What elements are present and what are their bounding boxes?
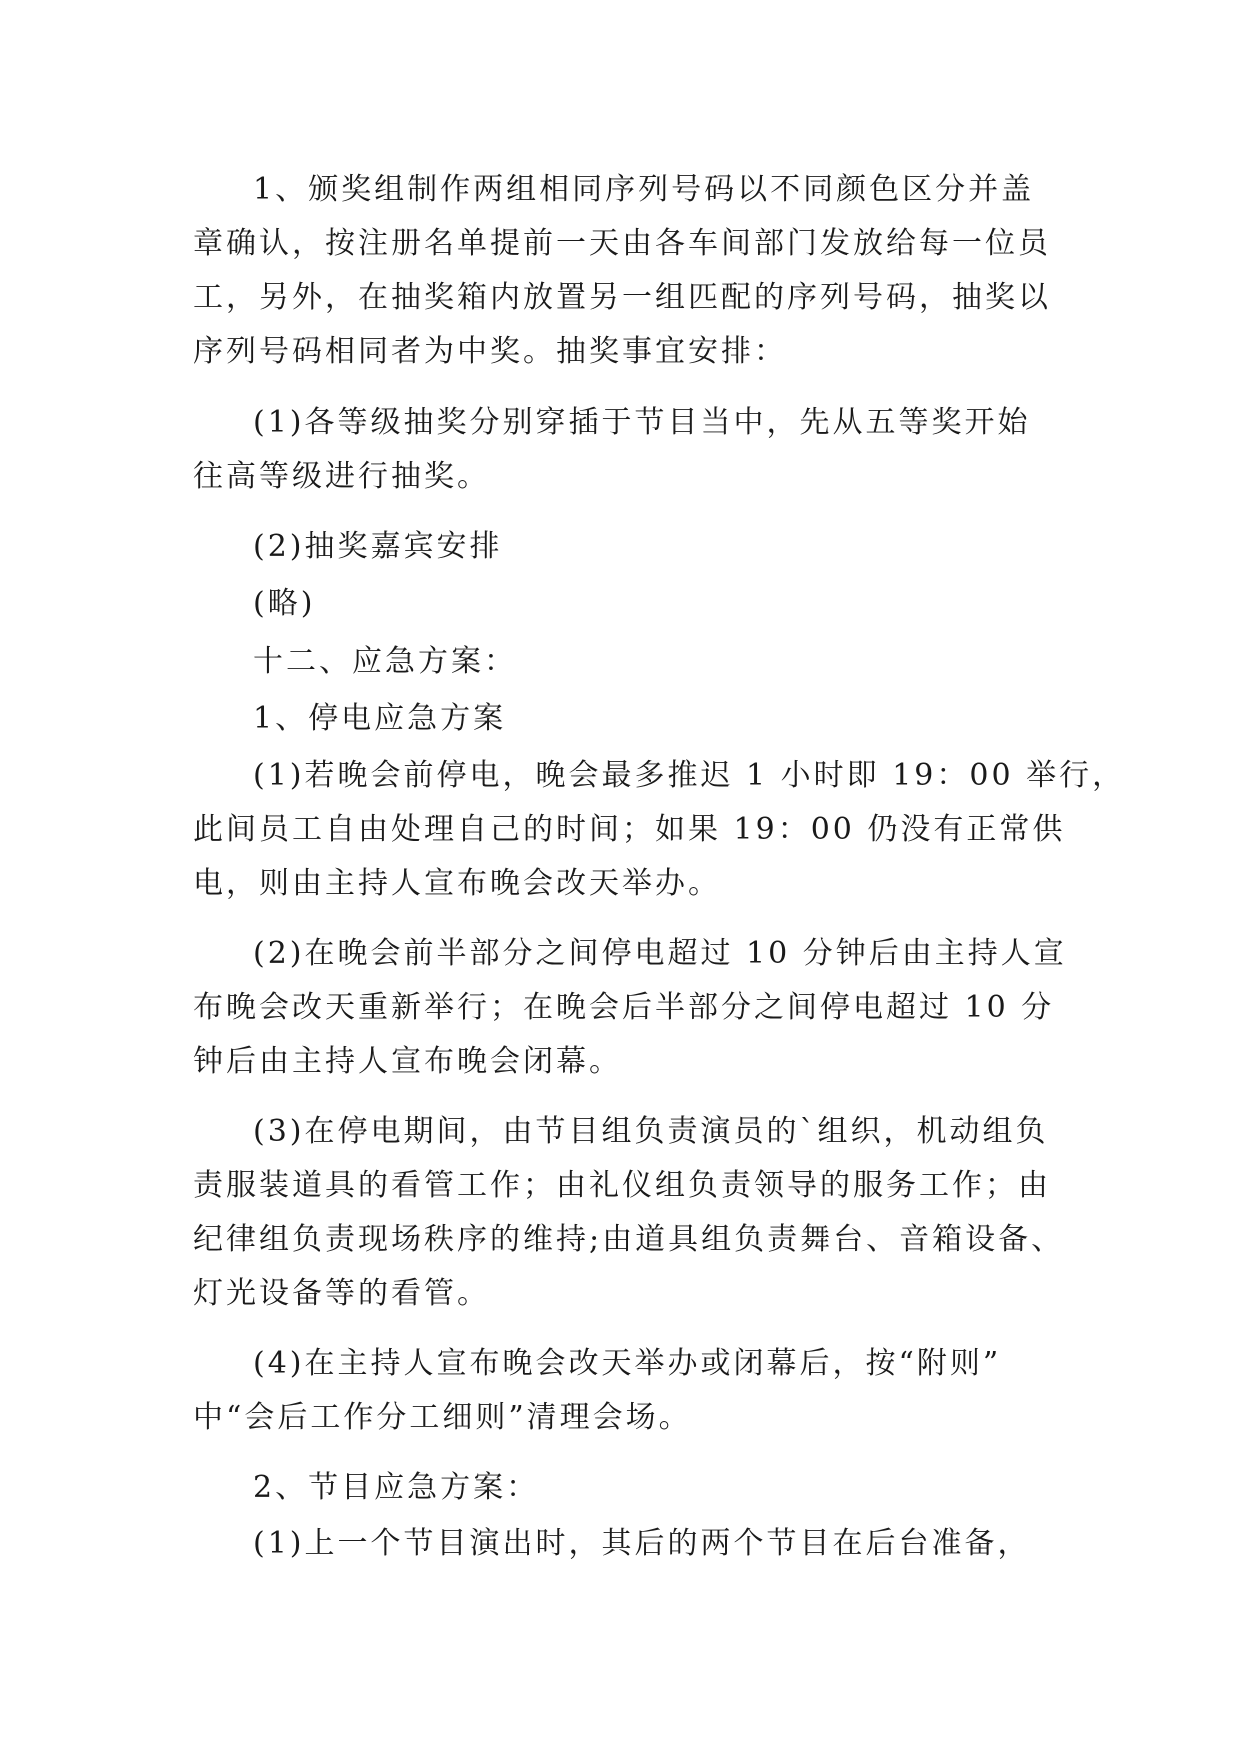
paragraph-line: 责服装道具的看管工作；由礼仪组负责领导的服务工作；由: [193, 1168, 1051, 1203]
paragraph-line: (2)在晚会前半部分之间停电超过 10 分钟后由主持人宣: [253, 936, 1067, 971]
paragraph-line: (略): [253, 586, 316, 621]
paragraph-line: 往高等级进行抽奖。: [193, 459, 490, 494]
paragraph-line: 电，则由主持人宣布晚会改天举办。: [193, 866, 721, 901]
section-heading: 十二、应急方案：: [253, 644, 517, 679]
paragraph-line: 此间员工自由处理自己的时间；如果 19：00 仍没有正常供: [193, 812, 1066, 847]
paragraph-line: (4)在主持人宣布晚会改天举办或闭幕后，按“附则”: [253, 1346, 1002, 1381]
paragraph-line: (1)各等级抽奖分别穿插于节目当中，先从五等奖开始: [253, 405, 1031, 440]
paragraph-line: 灯光设备等的看管。: [193, 1276, 490, 1311]
paragraph-line: 序列号码相同者为中奖。抽奖事宜安排：: [193, 334, 787, 369]
paragraph-line: (1)上一个节目演出时，其后的两个节目在后台准备，: [253, 1526, 1031, 1561]
paragraph-line: 1、颁奖组制作两组相同序列号码以不同颜色区分并盖: [253, 172, 1035, 207]
paragraph-line: 章确认，按注册名单提前一天由各车间部门发放给每一位员: [193, 226, 1051, 261]
paragraph-line: (1)若晚会前停电，晚会最多推迟 1 小时即 19：00 举行，: [253, 758, 1126, 793]
paragraph-line: 纪律组负责现场秩序的维持;由道具组负责舞台、音箱设备、: [193, 1222, 1065, 1257]
paragraph-line: 工，另外，在抽奖箱内放置另一组匹配的序列号码，抽奖以: [193, 280, 1051, 315]
paragraph-line: 布晚会改天重新举行；在晚会后半部分之间停电超过 10 分: [193, 990, 1055, 1025]
paragraph-line: (2)抽奖嘉宾安排: [253, 529, 503, 564]
paragraph-line: 钟后由主持人宣布晚会闭幕。: [193, 1044, 622, 1079]
sub-heading: 2、节目应急方案：: [253, 1470, 540, 1505]
paragraph-line: (3)在停电期间，由节目组负责演员的`组织，机动组负: [253, 1114, 1049, 1149]
sub-heading: 1、停电应急方案: [253, 701, 507, 736]
paragraph-line: 中“会后工作分工细则”清理会场。: [193, 1400, 692, 1435]
